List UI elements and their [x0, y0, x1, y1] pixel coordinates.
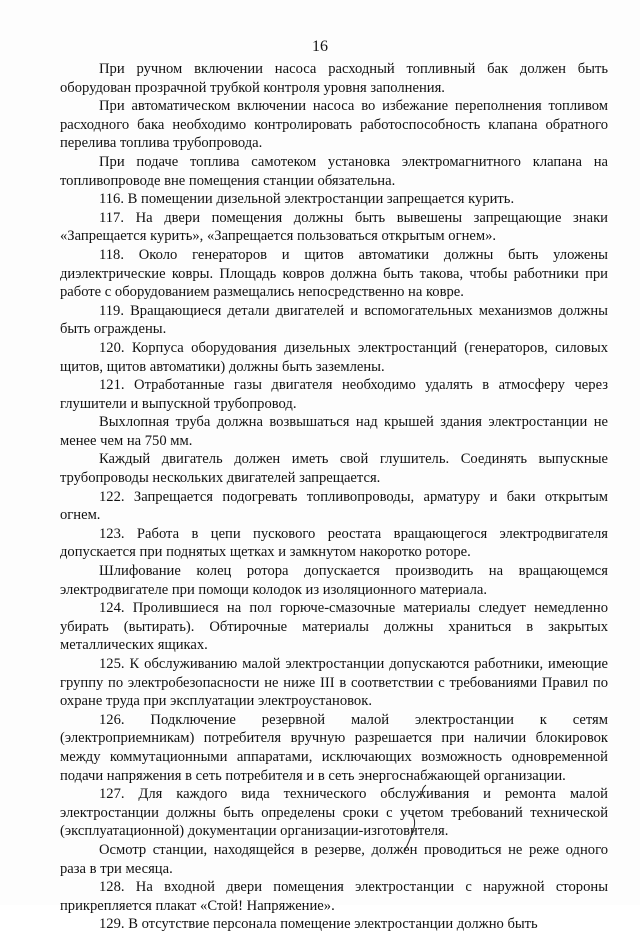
- paragraph: 125. К обслуживанию малой электростанции допускаются работники, имеющие группу по электробезопасности не ниже III в соответствии с требованиями Правил по охране труда при эксплуатации электроустановок.: [60, 656, 608, 710]
- paragraph: Каждый двигатель должен иметь свой глушитель. Соединять выпускные трубопроводы нескольких двигателей запрещается.: [60, 451, 608, 487]
- paragraph: При ручном включении насоса расходный топливный бак должен быть оборудован прозрачной трубкой контроля уровня заполнения.: [60, 61, 608, 96]
- paragraph: 127. Для каждого вида технического обслуживания и ремонта малой электростанции должны быть определены сроки с учетом требований технической (эксплуатационной) документации организации-изготовителя.: [60, 786, 608, 840]
- paragraph: 129. В отсутствие персонала помещение электростанции должно быть: [99, 916, 538, 933]
- paragraph: 117. На двери помещения должны быть вывешены запрещающие знаки «Запрещается курить», «Запрещается пользоваться открытым огнем».: [60, 209, 608, 245]
- paragraph: При подаче топлива самотеком установка электромагнитного клапана на топливопроводе вне помещения станции обязательна.: [60, 153, 608, 189]
- pen-stroke: [404, 814, 415, 852]
- pen-stroke: [422, 785, 426, 796]
- paragraph: Шлифование колец ротора допускается производить на вращающемся электродвигателе при помощи колодок из изоляционного материала.: [60, 563, 608, 598]
- paragraph: 122. Запрещается подогревать топливопроводы, арматуру и баки открытым огнем.: [60, 488, 608, 524]
- page-number: 16: [312, 38, 328, 55]
- paragraph: 121. Отработанные газы двигателя необходимо удалять в атмосферу через глушители и выпускной трубопровод.: [60, 377, 608, 412]
- paragraph: 116. В помещении дизельной электростанции запрещается курить.: [99, 191, 515, 208]
- paragraph: 124. Пролившиеся на пол горюче-смазочные материалы следует немедленно убирать (вытирать). Обтирочные материалы должны храниться в закрытых металлических ящиках.: [60, 600, 608, 654]
- paragraph: 126. Подключение резервной малой электростанции к сетям (электроприемникам) потребителя вручную разрешается при наличии блокировок между коммутационными аппаратами, исключающих возможность одновременной подачи напряжения в сеть потребителя и в сеть энергоснабжающей организации.: [60, 711, 608, 784]
- paragraph: При автоматическом включении насоса во избежание переполнения топливом расходного бака необходимо контролировать работоспособность клапана обратного перелива топлива трубопровода.: [60, 98, 608, 152]
- paragraph: Выхлопная труба должна возвышаться над крышей здания электростанции не менее чем на 750 мм.: [60, 414, 608, 449]
- paragraph: 128. На входной двери помещения электростанции с наружной стороны прикрепляется плакат «Стой! Напряжение».: [60, 879, 608, 914]
- paragraph: 123. Работа в цепи пускового реостата вращающегося электродвигателя допускается при поднятых щетках и замкнутом накоротко роторе.: [60, 525, 608, 561]
- paragraph: 120. Корпуса оборудования дизельных электростанций (генераторов, силовых щитов, щитов автоматики) должны быть заземлены.: [60, 339, 608, 375]
- paragraph: Осмотр станции, находящейся в резерве, должен проводиться не реже одного раза в три месяца.: [60, 841, 608, 877]
- paragraph: 118. Около генераторов и щитов автоматики должны быть уложены диэлектрические ковры. Площадь ковров должна быть такова, чтобы работники при работе с оборудованием размещались непосредственно на ковре.: [60, 246, 608, 301]
- paragraph: 119. Вращающиеся детали двигателей и вспомогательных механизмов должны быть ограждены.: [60, 302, 608, 338]
